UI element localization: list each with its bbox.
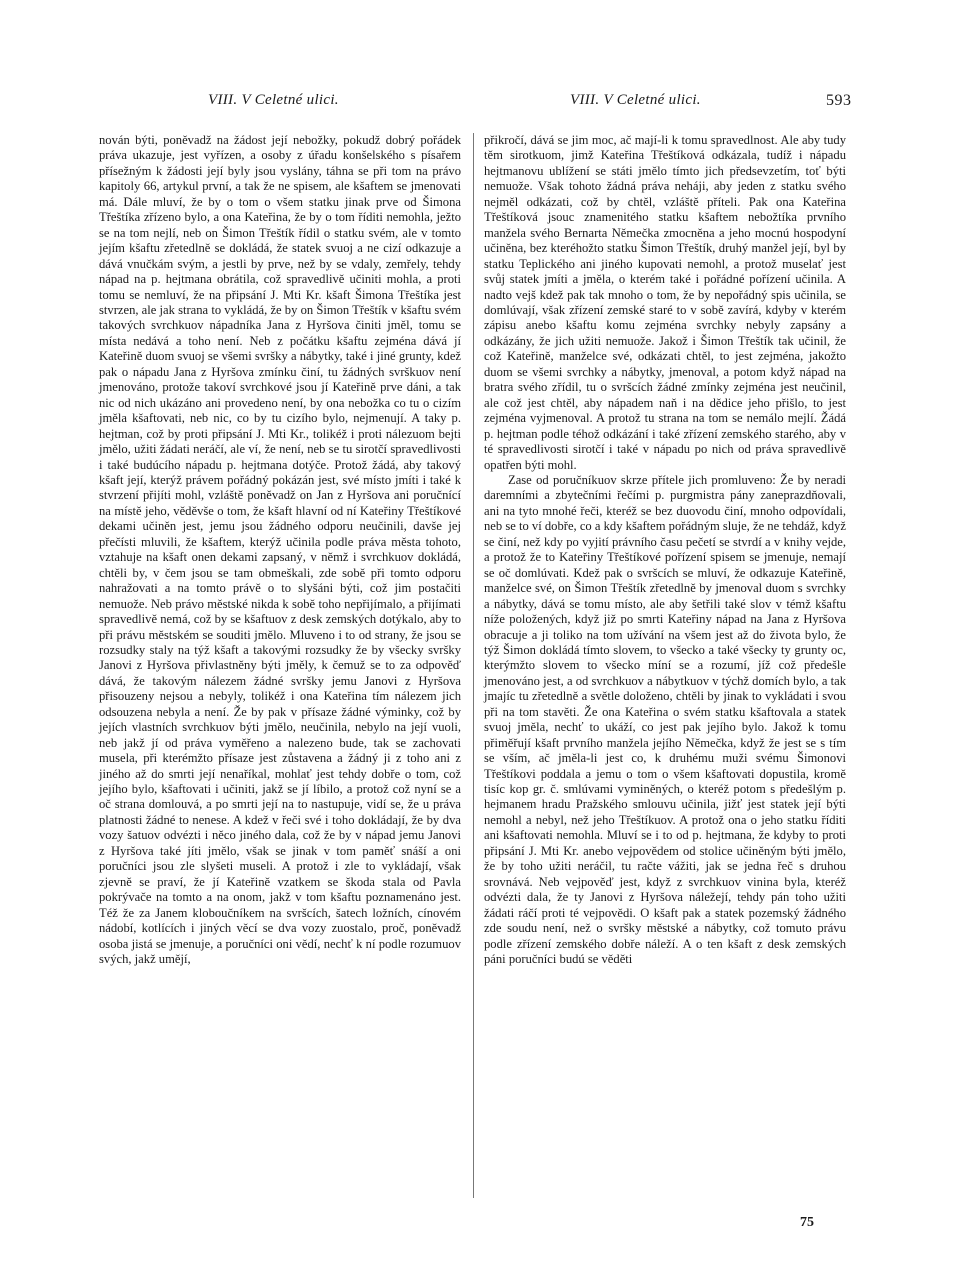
paragraph: nován býti, poněvadž na žádost její nebožky, pokudž dobrý pořádek práva ukazuje, jest vyřízen, a osoby z úřadu konšelského s písařem přísežným k žádosti její byly jsou vyslány, táhna se při tom na právo kapitoly 66, artykul první, a tak že ne spisem, ale kšaftem se jmenovati má. Dále mluví, že by o tom o všem statku jinak prve od Šimona Třeštíka zřízeno bylo, a ona Kateřina, že by o tom říditi nemohla, ježto se na tom nejlí, neb on Šimon Třeštík řídil o statku svém, ale v tomto jejím kšaftu zřetedlně se dokládá, že statek svuoj a ne cizí odkazuje a dává vnučkám svým, a jestli by prve, než by se vdaly, zemřely, tehdy nápad na p. hejtmana obrátila, což spravedlivě učiniti mohla, a proti tomu se nemluví, že na připsání J. Mti Kr. kšaft Šimona Třeštíka jest stvrzen, ale jak strana to vykládá, že by on Šimon Třeštík v kšaftu svém takových svrchkuov nápadníka Jana z Hyršova činiti jměl, tomu se místa nedává a toho není. Neb z počátku kšaftu zejména dává jí Kateřině duom svuoj se všemi svršky a nábytky, také i jiné grunty, kdež pak o nápadu Jana z Hyršova zmínku činí, tu žádných svrškuov není jmenováno, protože takoví svrchkové jsou jí Kateřině prve dáni, a tak nic od nich ukázáno ani provedeno není, by ona nebožka co tu o cizím jměla kšaftovati, neb nic, co by tu cizího bylo, nejmenují. A taky p. hejtman, což by proti připsání J. Mti Kr., tolikéž i proti nálezuom bejti jmělo, užiti žádati neráčí, ale ví, že není, neb se tu sirotčí spravedlivosti i také budúcího nápadu p. hejtmana dotýče. Protož žádá, aby takový kšaft její, kterýž právem pořádný pokázán jest, své místo jmíti i také k stvrzení přijíti mohl, vzláště poněvadž on Jan z Hyršova ani poručnící na místě jeho, věděvše o tom, že kšaft hlavní od ní Kateřiny Třeštíkové dekami učiněn jest, jemu jsou žádného odporu neučinili, davše jej přečísti mluvili, že kšaftem, kterýž učinila podle práva města tohoto, vztahuje na kšaft onen dekami zapsaný, v němž i svrchkuov dokládá, chtěli by, v čem jsou se tam obmeškali, zde sobě při tomto odporu nahražovati a na tomto právě o to slyšáni býti, což jim postačiti nemuože. Neb právo městské nikda k sobě toho nepřijímalo, a přijímati spravedlivě nemá, což by se kšaftuov z desk zemských dotýkalo, aby to při právu městském se souditi jmělo. Mluveno i to od strany, že jsou se rozsudky staly na týž kšaft a takovými rozsudky že by všecky svršky Janovi z Hyršova přivlastněny býti jměly, k čemuž se to za odpověď dává, že takovým nálezem žádné svršky jemu Janovi z Hyršova přisouzeny nejsou a nebyly, tolikéž i ona Kateřina tím nálezem jich odsouzena nebyla a není. Že by pak v přísaze žádné výminky, což by jejích vlastních svrchkuov býti jmělo, neučinila, nebylo na její vuoli, neb jakž jí od práva vyměřeno a nalezeno bude, tak se zachovati musela, při kterémžto přísaze jest zůstavena a žádný ji z toho ani z jiného až do smrti její nenaříkal, mohlať jest tehdy dobře o tom, což jejího bylo, kšaftovati i učiniti, jakž se jí líbilo, a protož což nyní se a oč strana domlouvá, a po smrti její na to nastupuje, vidí se, že u práva platnosti žádné to nenese. A kdež v řeči své i toho dokládají, že by dva vozy šatuov odvézti i něco jiného dala, což že by v nápad jemu Janovi z Hyršova také jíti jmělo, však se jinak v tom paměť snáší a oni poručníci jsou zle slyšeti museli. A protož i zle to vykládají, však zjevně se praví, že jí Kateřině vzatkem se škoda stala od Pavla pokrývače na tomto a na onom, jakž v tom kšaftu poznamenáno jest. Též že za Janem kloboučníkem na svršcích, šatech ložních, cínovém nádobí, kotlících i jiných věcí se dva vozy zuostalo, proč, poněvadž osoba jistá se jmenuje, a poručníci oni vědí, nechť k ní podle rozumuov svých, jakž umějí, <box>99 133 461 967</box>
paragraph: přikročí, dává se jim moc, ač mají-li k tomu spravedlnost. Ale aby tudy těm sirotkuom, jimž Kateřina Třeštíková odkázala, tudíž i nápadu hejtmanovu ublížení se státi jmělo tímto jich předsevzetím, toť býti nemuože. Však tohoto žádná práva neháji, aby jeden z statku svého nejměl odkázati, což by chtěl, vzláště příteli. Pak ona Kateřina Třeštíková jsouc znamenitého statku kšaftem nebožtíka prvního manžela svého Bernarta Němečka zmocněna a jeho mocnú hospodyní učiněna, bez kteréhožto statku Šimon Třeštík, druhý manžel její, byl by statku Teplického ani jiného kupovati nemohl, a protož muselať jest svůj statek jmíti a jměla, o kterém také i pořádné pořízení učinila. A nadto vejš kdež pak tak mnoho o tom, že by nepořádný spis učinila, se domlúvají, však zřízení zemské staré to v sobě zavírá, kdyby v kterém zápisu anebo kšaftu komu zejména svrchky nebyly zapsány a odkázány, že jich užiti nemuože. Jakož i Šimon Třeštík tak učinil, že což Kateřině, manželce své, odkázati chtěl, to jest zejména, jakožto duom se všemi svrchky a nábytky, jmenoval, a potom když nápad na bratra svého zřídil, tu o svršcích žádné zmínky zejména jest neučinil, ale což jest chtěl, aby nápadem naň i na dědice jeho přišlo, to jest zejména vyjmenoval. A protož tu strana na tom se nemálo mejlí. Žádá p. hejtman podle téhož odkázání i také zřízení zemského starého, aby v té spravedlivosti sirotčí i také v nápadu po nich od práva spravedlivě opatřen býti mohl. <box>484 133 846 472</box>
column-divider <box>473 133 474 1198</box>
text-column-right <box>484 133 846 967</box>
running-head-left: VIII. V Celetné ulici. <box>208 92 339 108</box>
text-column-left <box>99 133 461 967</box>
running-head-right: VIII. V Celetné ulici. <box>570 92 701 108</box>
signature-mark: 75 <box>800 1215 814 1230</box>
page-number: 593 <box>826 92 852 109</box>
paragraph: Zase od poručníkuov skrze přítele jich promluveno: Že by neradi daremními a zbytečními řečími p. purgmistra pány zaneprazdňovali, ani na tyto mnohé řeči, kteréž se bez duovodu činí, mnoho odpovídali, neb se to ví dobře, co a kdy kšaftem pořádným sluje, že ne tehdáž, když se činí, než kdy po vyjití právního času pečetí se stvrdí a v knihy vejde, a protož že to Kateřiny Třeštíkové pořízení spisem se jmenuje, nemají se oč domlúvati. Kdež pak o svršcích se mluví, že odkazuje Kateřině, manželce své, on Šimon Třeštík zřetedlně by jmenoval duom s svrchky a nábytky, dává se tomu místo, ale aby šetřili také slov v témž kšaftu níže položených, když již po smrti Kateřiny nápad na Jana z Hyršova obracuje a ji toliko na tom užívání na všem jest až do života bylo, že týž Šimon dokládá tímto slovem, to všecko a také všecky ty grunty oc, kterýmžto slovem to všecko míní se a rozumí, jíž což předešle jmenováno jest, a od svrchkuov a nábytkuov v týchž domích bylo, a tak jmajíc tu zřetedlně a světle doloženo, chtěli by jinak to vykládati i svou při na tom stavěti. Že ona Kateřina o svém statku kšaftovala a statek svuoj jměla, nechť to ukáží, co jest pak jejího bylo. Jakož k tomu přiměřují kšaft prvního manžela jejího Němečka, když že jest se s tím se vším, ač jměla-li jest co, k druhému muži svému Šimonovi Třeštíkovi poddala a jemu o tom o všem kšaftovati dopustila, kromě tisíc kop gr. č. smlúvami vyminěných, o kteréž potom s předešlým p. hejmanem hradu Pražského smlouvu učinila, jižť jest statek její býti nemohl a nebyl, než jeho Třeštíkuov. A protož ona o jeho statku říditi ani kšaftovati nemohla. Mluví se i to od p. hejtmana, že kdyby to proti připsání J. Mti Kr. anebo vejpovědem od stolice učiněným býti jmělo, že by toho užiti neráčil, tu račte vážiti, jak se jedna řeč s druhou srovnává. Neb vejpověď jest, když z svrchkuov vinina byla, kteréž odvézti dala, že ty Janovi z Hyršova náležejí, tehdy pán toho užiti žádati ráčí proti té vejpovědi. O kšaft pak a statek pozemský žádného zde soudu není, než o svršky městské a nábytky, což tomuto právu podle zřízení zemského dobře náleží. A o ten kšaft z desk zemských páni poručníci budú se věděti <box>484 472 846 967</box>
